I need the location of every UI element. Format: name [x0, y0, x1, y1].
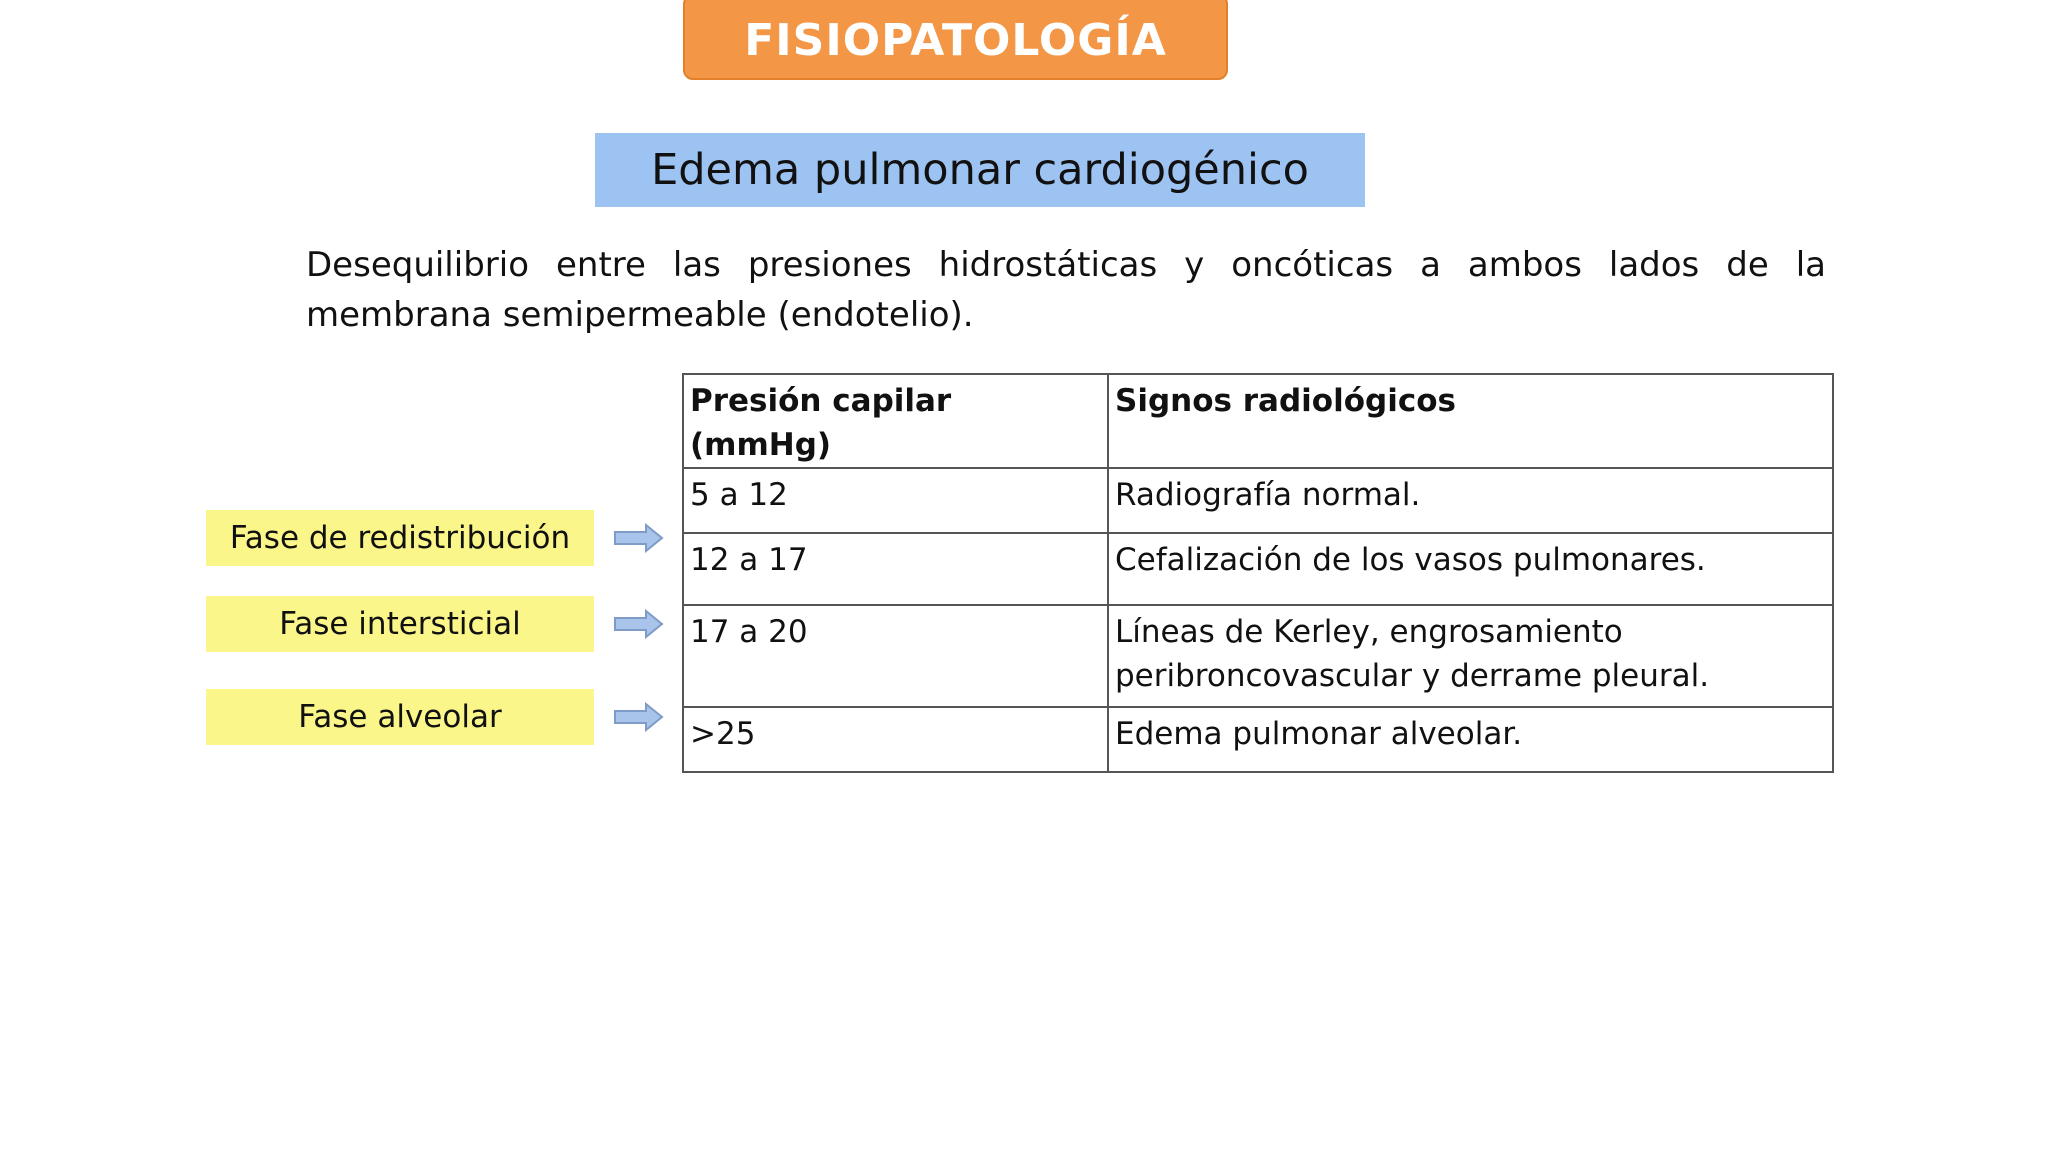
description-paragraph: Desequilibrio entre las presiones hidrostáticas y oncóticas a ambos lados de la membrana semipermeable (endotelio). — [306, 245, 1826, 335]
signs-cell: Edema pulmonar alveolar. — [1108, 707, 1833, 772]
arrow-right-icon — [614, 609, 664, 639]
table-row — [683, 533, 1833, 605]
table-row — [683, 707, 1833, 772]
pressure-cell: >25 — [683, 707, 1108, 772]
arrow-right-icon — [614, 702, 664, 732]
phase-label-intersticial: Fase intersticial — [206, 596, 594, 652]
signs-cell: Líneas de Kerley, engrosamiento peribroncovascular y derrame pleural. — [1108, 605, 1833, 707]
pressure-cell: 5 a 12 — [683, 468, 1108, 533]
pressure-cell: 17 a 20 — [683, 605, 1108, 707]
table-header-row — [683, 374, 1833, 468]
header-banner: FISIOPATOLOGÍA — [683, 0, 1228, 80]
pressure-signs-table — [682, 373, 1834, 773]
pressure-cell: 12 a 17 — [683, 533, 1108, 605]
phase-label-redistribucion: Fase de redistribución — [206, 510, 594, 566]
table-row — [683, 605, 1833, 707]
column-header-pressure: Presión capilar (mmHg) — [683, 374, 1108, 468]
signs-cell: Radiografía normal. — [1108, 468, 1833, 533]
column-header-signs: Signos radiológicos — [1108, 374, 1833, 468]
arrow-right-icon — [614, 523, 664, 553]
phase-label-alveolar: Fase alveolar — [206, 689, 594, 745]
signs-cell: Cefalización de los vasos pulmonares. — [1108, 533, 1833, 605]
subtitle-box: Edema pulmonar cardiogénico — [595, 133, 1365, 207]
table-row — [683, 468, 1833, 533]
